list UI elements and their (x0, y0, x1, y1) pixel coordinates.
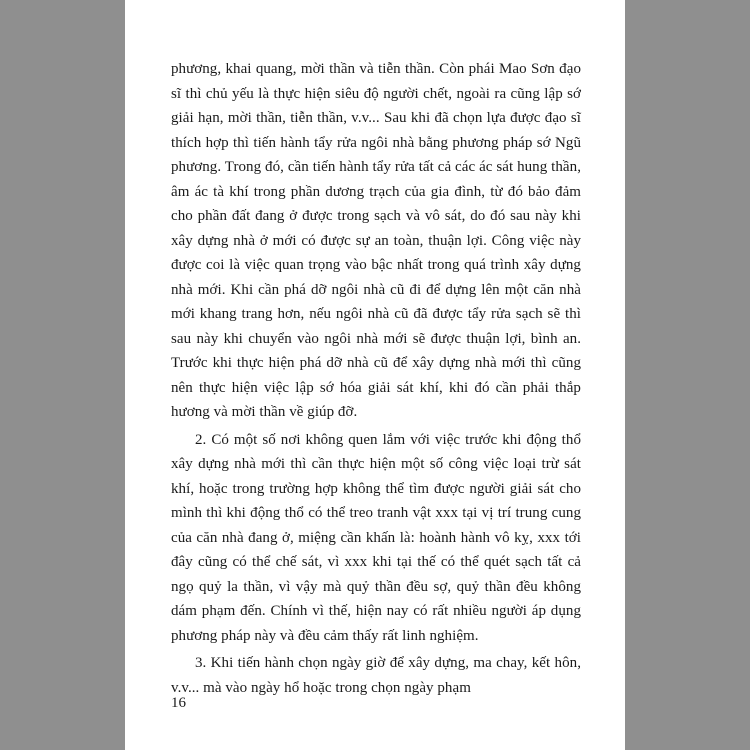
book-page (125, 0, 625, 750)
paragraph-2: 2. Có một số nơi không quen lắm với việc trước khi động thổ xây dựng nhà mới thì cần thực hiện một số công việc loại trừ sát khí, hoặc trong trường hợp không thể tìm được người giải sát cho mình thì khi động thổ có thể treo tranh vật xxx tại vị trí trung cung của căn nhà đang ở, miệng cần khấn là: hoành hành vô kỵ, xxx tới đây cũng có thể chế sát, vì xxx khi tại thế có thể quét sạch tất cả ngọ quỷ la thần, vì vậy mà quỷ thần đều sợ, quỷ thần đều không dám phạm đến. Chính vì thế, hiện nay có rất nhiều người áp dụng phương pháp này và đều cảm thấy rất linh nghiệm. (171, 431, 581, 644)
paragraph-1: phương, khai quang, mời thần và tiễn thần. Còn phái Mao Sơn đạo sĩ thì chủ yếu là thực hiện siêu độ người chết, ngoài ra cũng lập sớ giải hạn, mời thần, tiễn thần, v.v... Sau khi đã chọn lựa được đạo sĩ thích hợp thì tiến hành tẩy rửa ngôi nhà bằng phương pháp sớ Ngũ phương. Trong đó, cần tiến hành tẩy rửa tất cả các ác sát hung thần, âm ác tà khí trong phần dương trạch của gia đình, từ đó bảo đảm cho phần đất đang ở được trong sạch và vô sát, do đó sau này khi xây dựng nhà ở mới có được sự an toàn, thuận lợi. Công việc này được coi là việc quan trọng vào bậc nhất trong quá trình xây dựng nhà mới. Khi cần phá dỡ ngôi nhà cũ đi để dựng lên một căn nhà mới khang trang hơn, nếu ngôi nhà cũ đã được tẩy rửa sạch sẽ thì sau này khi chuyển vào ngôi nhà mới sẽ được thuận lợi, bình an. Trước khi thực hiện phá dỡ nhà cũ để xây dựng nhà mới thì cũng nên thực hiện việc lập sớ hóa giải sát khí, khi đó cần phải thắp hương và mời thần về giúp đỡ. (171, 61, 581, 420)
paragraph-3: 3. Khi tiến hành chọn ngày giờ để xây dựng, ma chay, kết hôn, v.v... mà vào ngày hổ hoặc trong chọn ngày phạm (171, 655, 581, 696)
page-number: 16 (171, 695, 186, 711)
page-text-body (171, 57, 581, 700)
